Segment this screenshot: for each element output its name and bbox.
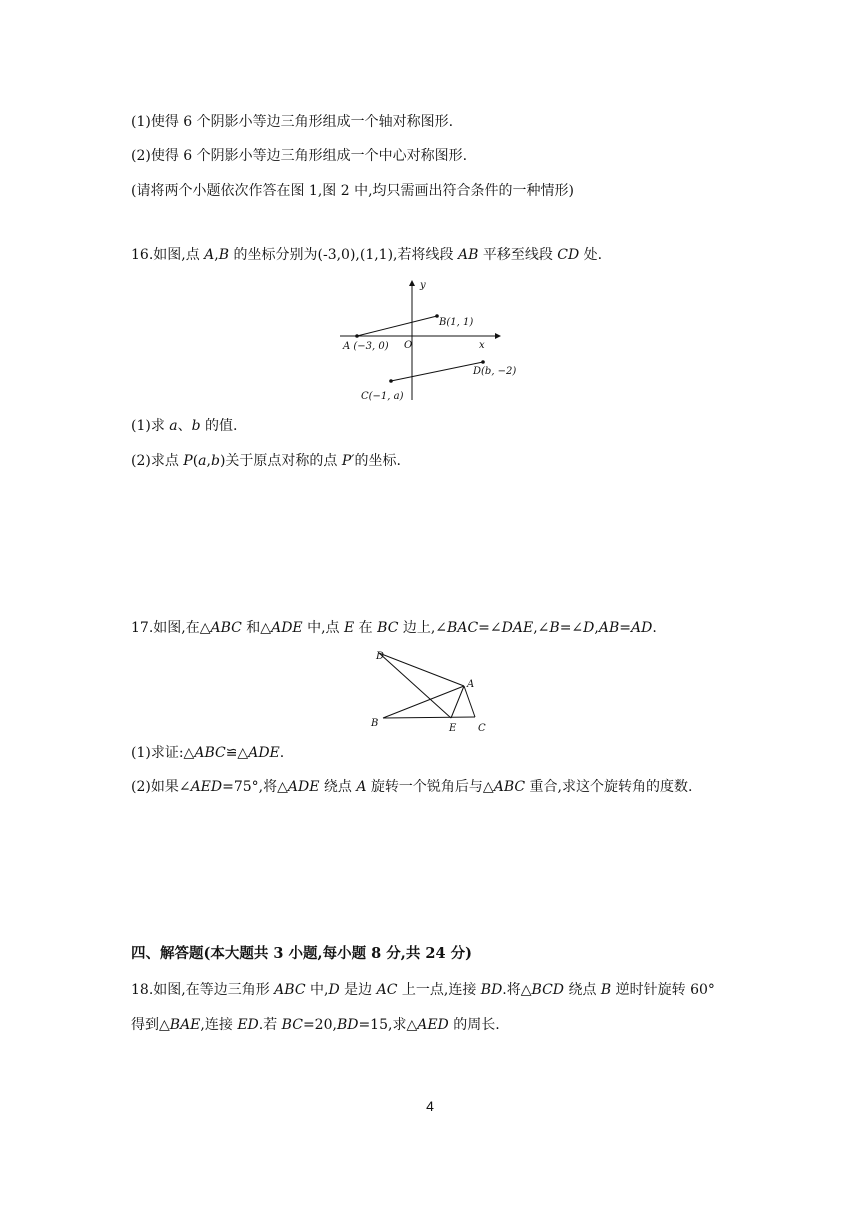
q16-part1	[131, 416, 238, 436]
coordinate-plane-diagram	[335, 278, 517, 408]
math-variable: ABC	[210, 620, 242, 636]
label-a: A	[467, 679, 475, 690]
text-run: ,连接	[200, 1017, 238, 1033]
math-variable: P	[183, 453, 193, 469]
q15-part1: (1)使得 6 个阴影小等边三角形组成一个轴对称图形.	[131, 114, 454, 130]
math-variable: ABC	[493, 779, 526, 795]
triangle-diagram	[365, 645, 495, 737]
text-run: 平移至线段	[478, 247, 558, 263]
text-run: 绕点	[564, 982, 601, 998]
math-variable: B	[218, 247, 230, 263]
text-run: =75°,将△	[222, 779, 288, 795]
segment-de	[379, 653, 451, 718]
q18-line1	[131, 980, 715, 1000]
math-variable: ED	[237, 1017, 259, 1033]
segment-da	[379, 653, 464, 686]
math-variable: b	[191, 418, 201, 434]
text-run: =15,求△	[358, 1017, 418, 1033]
text-run: 上一点,连接	[397, 982, 481, 998]
q15-note: (请将两个小题依次作答在图 1,图 2 中,均只需画出符合条件的一种情形)	[131, 183, 574, 199]
text-run: =∠	[559, 620, 584, 636]
q17-part2	[131, 777, 692, 797]
text-run: 处.	[579, 247, 603, 263]
math-variable: D	[583, 620, 595, 636]
q17-part1	[131, 743, 284, 763]
text-run: 16.如图,点	[131, 247, 205, 263]
segment-ab	[357, 316, 437, 336]
text-run: 旋转一个锐角后与△	[366, 779, 494, 795]
y-axis-arrow	[409, 280, 415, 286]
q16-figure	[335, 278, 517, 408]
q16-stem	[131, 245, 602, 265]
text-run: 中,	[305, 982, 329, 998]
math-variable: ABC	[194, 745, 226, 761]
label-e: E	[449, 723, 457, 734]
text-run: =	[619, 620, 631, 636]
text-run: 绕点	[319, 779, 357, 795]
math-variable: CD	[557, 247, 580, 263]
math-variable: AC	[376, 982, 398, 998]
axis-label-x: x	[479, 340, 485, 351]
math-variable: BD	[480, 982, 503, 998]
section-4-title: 四、解答题(本大题共 3 小题,每小题 8 分,共 24 分)	[131, 945, 472, 962]
math-variable: A	[204, 247, 215, 263]
text-run: ,	[214, 247, 219, 263]
math-variable: BC	[281, 1017, 303, 1033]
segment-ba	[383, 686, 464, 718]
math-variable: B	[549, 620, 560, 636]
label-c: C	[478, 723, 486, 734]
math-variable: AB	[598, 620, 620, 636]
math-variable: ABC	[274, 982, 306, 998]
text-run: 重合,求这个旋转角的度数.	[525, 779, 693, 795]
math-variable: A	[356, 779, 367, 795]
text-run: (1)求证:△	[131, 745, 195, 761]
math-variable: E	[344, 620, 355, 636]
math-variable: BCD	[531, 982, 564, 998]
math-variable: ADE	[248, 745, 280, 761]
label-c: C(−1, a)	[361, 391, 404, 402]
text-run: ≌△	[225, 745, 249, 761]
q18-line2	[131, 1015, 500, 1035]
math-variable: AED	[417, 1017, 449, 1033]
text-run: (2)如果∠	[131, 779, 191, 795]
math-variable: a	[169, 418, 178, 434]
segment-bc	[383, 717, 475, 718]
origin-label: O	[404, 340, 413, 351]
q17-figure	[365, 645, 495, 737]
text-run: 是边	[339, 982, 377, 998]
math-variable: b	[210, 453, 220, 469]
math-variable: D	[328, 982, 340, 998]
text-run: .若	[258, 1017, 282, 1033]
segment-ac	[464, 686, 475, 717]
math-variable: ADE	[271, 620, 303, 636]
text-run: .	[279, 745, 285, 761]
x-axis-arrow	[495, 333, 501, 339]
label-b: B(1, 1)	[439, 317, 474, 328]
point-c	[389, 379, 393, 383]
text-run: (2)求点	[131, 453, 184, 469]
text-run: )关于原点对称的点	[219, 453, 342, 469]
text-run: =20,	[302, 1017, 337, 1033]
text-run: 的坐标分别为(-3,0),(1,1),若将线段	[229, 247, 458, 263]
text-run: 得到△	[131, 1017, 170, 1033]
axis-label-y: y	[420, 280, 426, 291]
text-run: 的坐标.	[354, 453, 401, 469]
text-run: .	[652, 620, 657, 636]
math-variable: ADE	[287, 779, 320, 795]
math-variable: BAE	[169, 1017, 201, 1033]
math-variable: a	[198, 453, 207, 469]
text-run: =∠	[478, 620, 502, 636]
text-run: 的周长.	[448, 1017, 500, 1033]
text-run: (1)求	[131, 418, 170, 434]
text-run: 中,点	[302, 620, 344, 636]
text-run: 、	[177, 418, 192, 434]
text-run: 17.如图,在△	[131, 620, 211, 636]
text-run: 的值.	[200, 418, 238, 434]
text-run: ,	[594, 620, 599, 636]
segment-cd	[391, 362, 483, 381]
label-d: D(b, −2)	[473, 366, 517, 377]
text-run: 逆时针旋转 60°	[611, 982, 715, 998]
math-variable: BAC	[447, 620, 479, 636]
label-b: B	[371, 718, 379, 729]
text-run: (	[192, 453, 199, 469]
text-run: ,∠	[533, 620, 550, 636]
q15-part2: (2)使得 6 个阴影小等边三角形组成一个中心对称图形.	[131, 148, 468, 164]
q16-part2	[131, 451, 401, 471]
math-variable: AED	[190, 779, 223, 795]
text-run: 边上,∠	[398, 620, 448, 636]
text-run: 18.如图,在等边三角形	[131, 982, 275, 998]
page-number: 4	[426, 1098, 434, 1114]
text-run: .将△	[502, 982, 532, 998]
text-run: 和△	[241, 620, 272, 636]
math-variable: DAE	[501, 620, 534, 636]
math-variable: AD	[630, 620, 653, 636]
point-d	[481, 360, 485, 364]
label-d: D	[376, 651, 385, 662]
math-variable: P′	[341, 453, 355, 469]
label-a: A (−3, 0)	[343, 341, 389, 352]
math-variable: BD	[336, 1017, 359, 1033]
point-a	[355, 334, 359, 338]
text-run: ,	[206, 453, 211, 469]
math-variable: B	[600, 982, 612, 998]
math-variable: AB	[457, 247, 479, 263]
math-variable: BC	[377, 620, 399, 636]
text-run: 在	[354, 620, 378, 636]
q17-stem	[131, 618, 657, 638]
